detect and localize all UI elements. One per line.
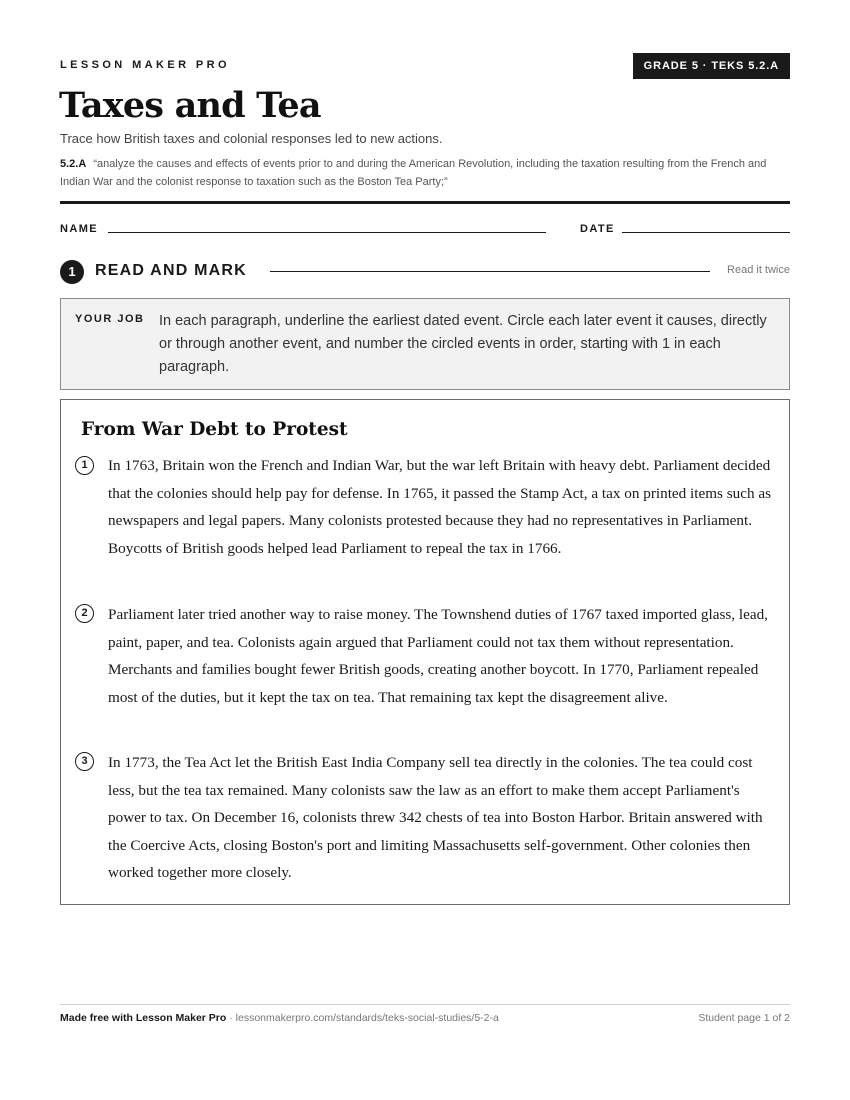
header-divider xyxy=(60,201,790,204)
section-number-badge: 1 xyxy=(60,260,84,284)
section-hint: Read it twice xyxy=(727,264,790,276)
page-indicator: Student page 1 of 2 xyxy=(698,1012,790,1024)
footer-brand: Made free with Lesson Maker Pro xyxy=(60,1012,227,1024)
footer-credit xyxy=(60,1012,499,1024)
footer-divider xyxy=(60,1004,790,1005)
instructions-label: YOUR JOB xyxy=(75,313,145,325)
reading-title: From War Debt to Protest xyxy=(81,419,348,440)
reading-paragraph: In 1773, the Tea Act let the British East India Company sell tea directly in the colonies. The tea could cost less, but the tea tax remained. Many colonists saw the law as an effort to make them accept Parliament's power to tax. On December 16, colonists threw 342 chests of tea into Boston Harbor. Britain answered with the Coercive Acts, closing Boston's port and limiting Massachusetts self-government. Other colonies then worked together more closely. xyxy=(108,754,763,882)
brand-name: LESSON MAKER PRO xyxy=(60,59,230,71)
name-field[interactable] xyxy=(108,232,546,233)
name-label: NAME xyxy=(60,223,98,235)
date-field[interactable] xyxy=(622,232,790,233)
date-label: DATE xyxy=(580,223,615,235)
paragraph-number: 2 xyxy=(75,604,94,623)
section-divider xyxy=(270,271,710,272)
instructions-box xyxy=(60,298,790,390)
paragraph-number: 1 xyxy=(75,456,94,475)
reading-paragraph: In 1763, Britain won the French and Indian War, but the war left Britain with heavy debt. Parliament decided that the colonies should help pay for defense. In 1765, it passed the Stamp Act, a tax on printed items such as newspapers and legal papers. Many colonists protested because they had no representatives in Parliament. Boycotts of British goods helped lead Parliament to repeal the tax in 1766. xyxy=(108,457,772,557)
standard-text: “analyze the causes and effects of events prior to and during the American Revolution, including the taxation resulting from the French and Indian War and the colonist response to taxation such as the Boston Tea Party;” xyxy=(60,158,767,188)
page-title: Taxes and Tea xyxy=(59,85,321,126)
standard-statement xyxy=(60,156,790,191)
worksheet-page xyxy=(60,0,790,1100)
section-title: READ AND MARK xyxy=(95,262,247,279)
page-subtitle: Trace how British taxes and colonial responses led to new actions. xyxy=(60,131,443,146)
paragraph-number: 3 xyxy=(75,752,94,771)
standard-code: 5.2.A xyxy=(60,158,87,170)
footer-url-link[interactable]: lessonmakerpro.com/standards/teks-social-studies/5-2-a xyxy=(235,1012,499,1024)
instructions-text: In each paragraph, underline the earliest dated event. Circle each later event it causes, directly or through another event, and number the circled events in order, starting with 1 in each paragraph. xyxy=(159,313,767,375)
grade-standard-badge: GRADE 5 · TEKS 5.2.A xyxy=(633,53,790,79)
reading-paragraph: Parliament later tried another way to raise money. The Townshend duties of 1767 taxed imported glass, lead, paint, paper, and tea. Colonists again argued that Parliament could not tax them without representation. Merchants and families bought fewer British goods, creating another boycott. In 1770, Parliament repealed most of the duties, but it kept the tax on tea. That remaining tax kept the disagreement alive. xyxy=(108,606,768,706)
footer-separator: · xyxy=(226,1012,236,1024)
